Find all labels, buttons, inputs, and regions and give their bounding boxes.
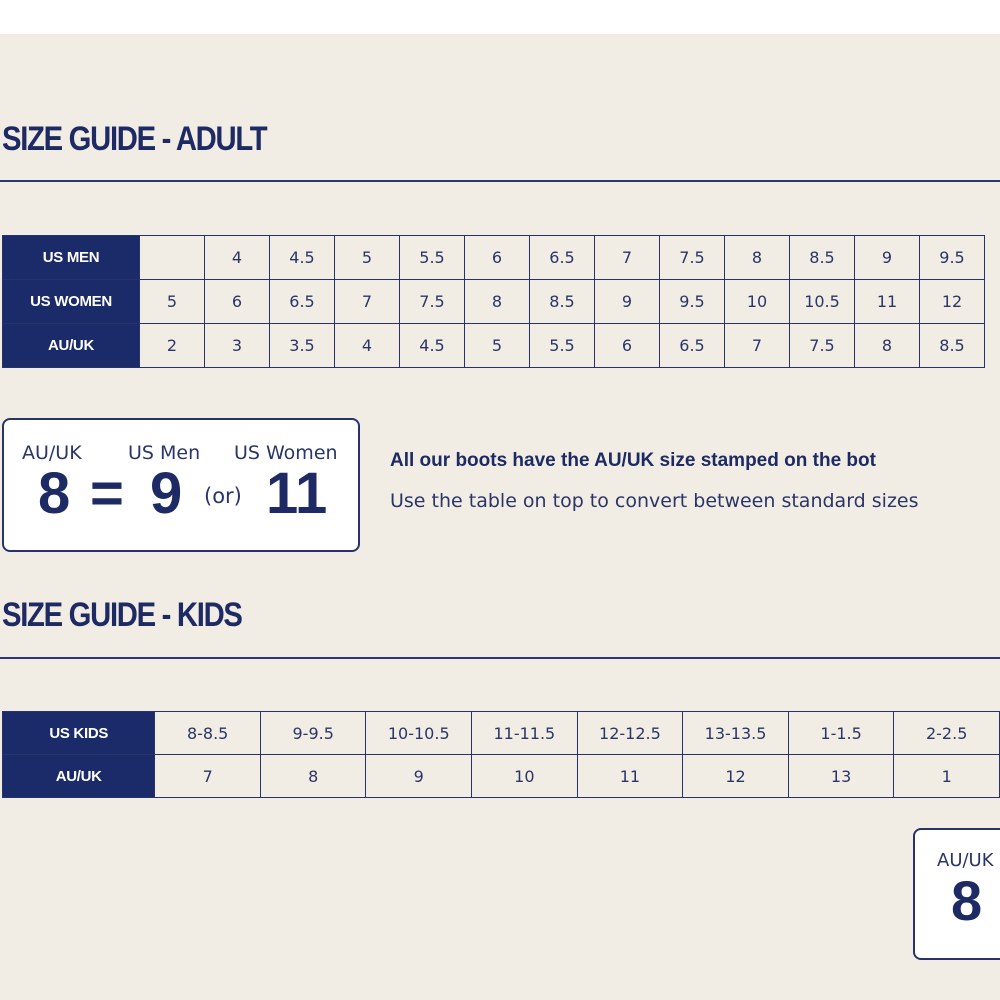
adult-size-cell: 5 <box>465 324 530 368</box>
size-guide-canvas <box>0 34 1000 1000</box>
adult-table-row <box>3 236 985 280</box>
kids-example-au-uk-value: 8 <box>951 869 983 932</box>
adult-size-cell: 7 <box>595 236 660 280</box>
adult-size-cell: 6 <box>465 236 530 280</box>
adult-size-cell: 8.5 <box>530 280 595 324</box>
adult-size-cell: 9 <box>855 236 920 280</box>
kids-size-cell: 12 <box>683 755 789 798</box>
adult-size-cell: 7 <box>725 324 790 368</box>
adult-size-cell: 9.5 <box>920 236 985 280</box>
kids-size-cell: 1 <box>894 755 1000 798</box>
kids-table-row <box>3 712 1000 755</box>
adult-size-cell: 3 <box>205 324 270 368</box>
kids-size-cell: 9 <box>366 755 472 798</box>
kids-table-row <box>3 755 1000 798</box>
kids-size-cell: 11-11.5 <box>472 712 578 755</box>
kids-size-cell: 11 <box>577 755 683 798</box>
example-au-uk-label: AU/UK <box>22 442 82 464</box>
kids-title-divider <box>0 657 1000 659</box>
adult-size-cell: 11 <box>855 280 920 324</box>
adult-row-header: US WOMEN <box>3 280 140 324</box>
adult-size-cell: 12 <box>920 280 985 324</box>
adult-size-cell: 5.5 <box>400 236 465 280</box>
adult-size-cell: 5 <box>335 236 400 280</box>
adult-size-guide-title: SIZE GUIDE - ADULT <box>2 120 267 158</box>
stamped-size-note: All our boots have the AU/UK size stamped on the bot <box>390 450 876 471</box>
adult-size-cell: 6.5 <box>660 324 725 368</box>
example-equals-sign: = <box>90 461 124 526</box>
adult-title-divider <box>0 180 1000 182</box>
adult-size-cell: 10 <box>725 280 790 324</box>
kids-size-cell: 13-13.5 <box>683 712 789 755</box>
adult-table-row <box>3 280 985 324</box>
kids-size-cell: 13 <box>788 755 894 798</box>
adult-size-cell: 8 <box>855 324 920 368</box>
adult-size-cell: 5 <box>140 280 205 324</box>
kids-size-cell: 12-12.5 <box>577 712 683 755</box>
kids-size-cell: 1-1.5 <box>788 712 894 755</box>
adult-size-cell: 6.5 <box>270 280 335 324</box>
kids-size-cell: 9-9.5 <box>260 712 366 755</box>
example-au-uk-value: 8 <box>38 461 71 526</box>
adult-size-cell <box>140 236 205 280</box>
adult-size-cell: 7.5 <box>400 280 465 324</box>
example-us-men-value: 9 <box>150 461 183 526</box>
kids-size-cell: 10 <box>472 755 578 798</box>
kids-size-guide-title: SIZE GUIDE - KIDS <box>2 596 242 634</box>
kids-size-cell: 7 <box>155 755 261 798</box>
example-us-women-label: US Women <box>234 442 338 464</box>
adult-size-cell: 8.5 <box>790 236 855 280</box>
adult-size-cell: 4 <box>205 236 270 280</box>
adult-row-header: US MEN <box>3 236 140 280</box>
kids-row-header: US KIDS <box>3 712 155 755</box>
kids-example-au-uk-label: AU/UK <box>937 850 994 871</box>
kids-size-cell: 10-10.5 <box>366 712 472 755</box>
adult-size-cell: 9.5 <box>660 280 725 324</box>
conversion-instruction: Use the table on top to convert between standard sizes <box>390 490 919 512</box>
kids-size-example-box <box>913 828 1000 960</box>
example-us-women-value: 11 <box>266 461 328 526</box>
adult-size-cell: 5.5 <box>530 324 595 368</box>
adult-size-cell: 8.5 <box>920 324 985 368</box>
adult-size-cell: 4.5 <box>270 236 335 280</box>
adult-size-cell: 8 <box>725 236 790 280</box>
adult-size-cell: 6 <box>595 324 660 368</box>
adult-size-cell: 3.5 <box>270 324 335 368</box>
adult-size-cell: 7.5 <box>790 324 855 368</box>
adult-size-cell: 6 <box>205 280 270 324</box>
example-us-men-label: US Men <box>128 442 201 464</box>
adult-size-table <box>2 235 985 368</box>
adult-size-cell: 2 <box>140 324 205 368</box>
kids-size-cell: 8-8.5 <box>155 712 261 755</box>
example-or-text: (or) <box>204 484 242 508</box>
adult-size-cell: 8 <box>465 280 530 324</box>
adult-size-cell: 4.5 <box>400 324 465 368</box>
adult-row-header: AU/UK <box>3 324 140 368</box>
adult-size-cell: 6.5 <box>530 236 595 280</box>
adult-size-example-box <box>2 418 360 552</box>
adult-table-row <box>3 324 985 368</box>
adult-size-cell: 4 <box>335 324 400 368</box>
kids-size-cell: 8 <box>260 755 366 798</box>
adult-size-cell: 7.5 <box>660 236 725 280</box>
adult-size-cell: 9 <box>595 280 660 324</box>
kids-size-table <box>2 711 1000 798</box>
adult-size-cell: 10.5 <box>790 280 855 324</box>
kids-row-header: AU/UK <box>3 755 155 798</box>
adult-size-cell: 7 <box>335 280 400 324</box>
kids-size-cell: 2-2.5 <box>894 712 1000 755</box>
